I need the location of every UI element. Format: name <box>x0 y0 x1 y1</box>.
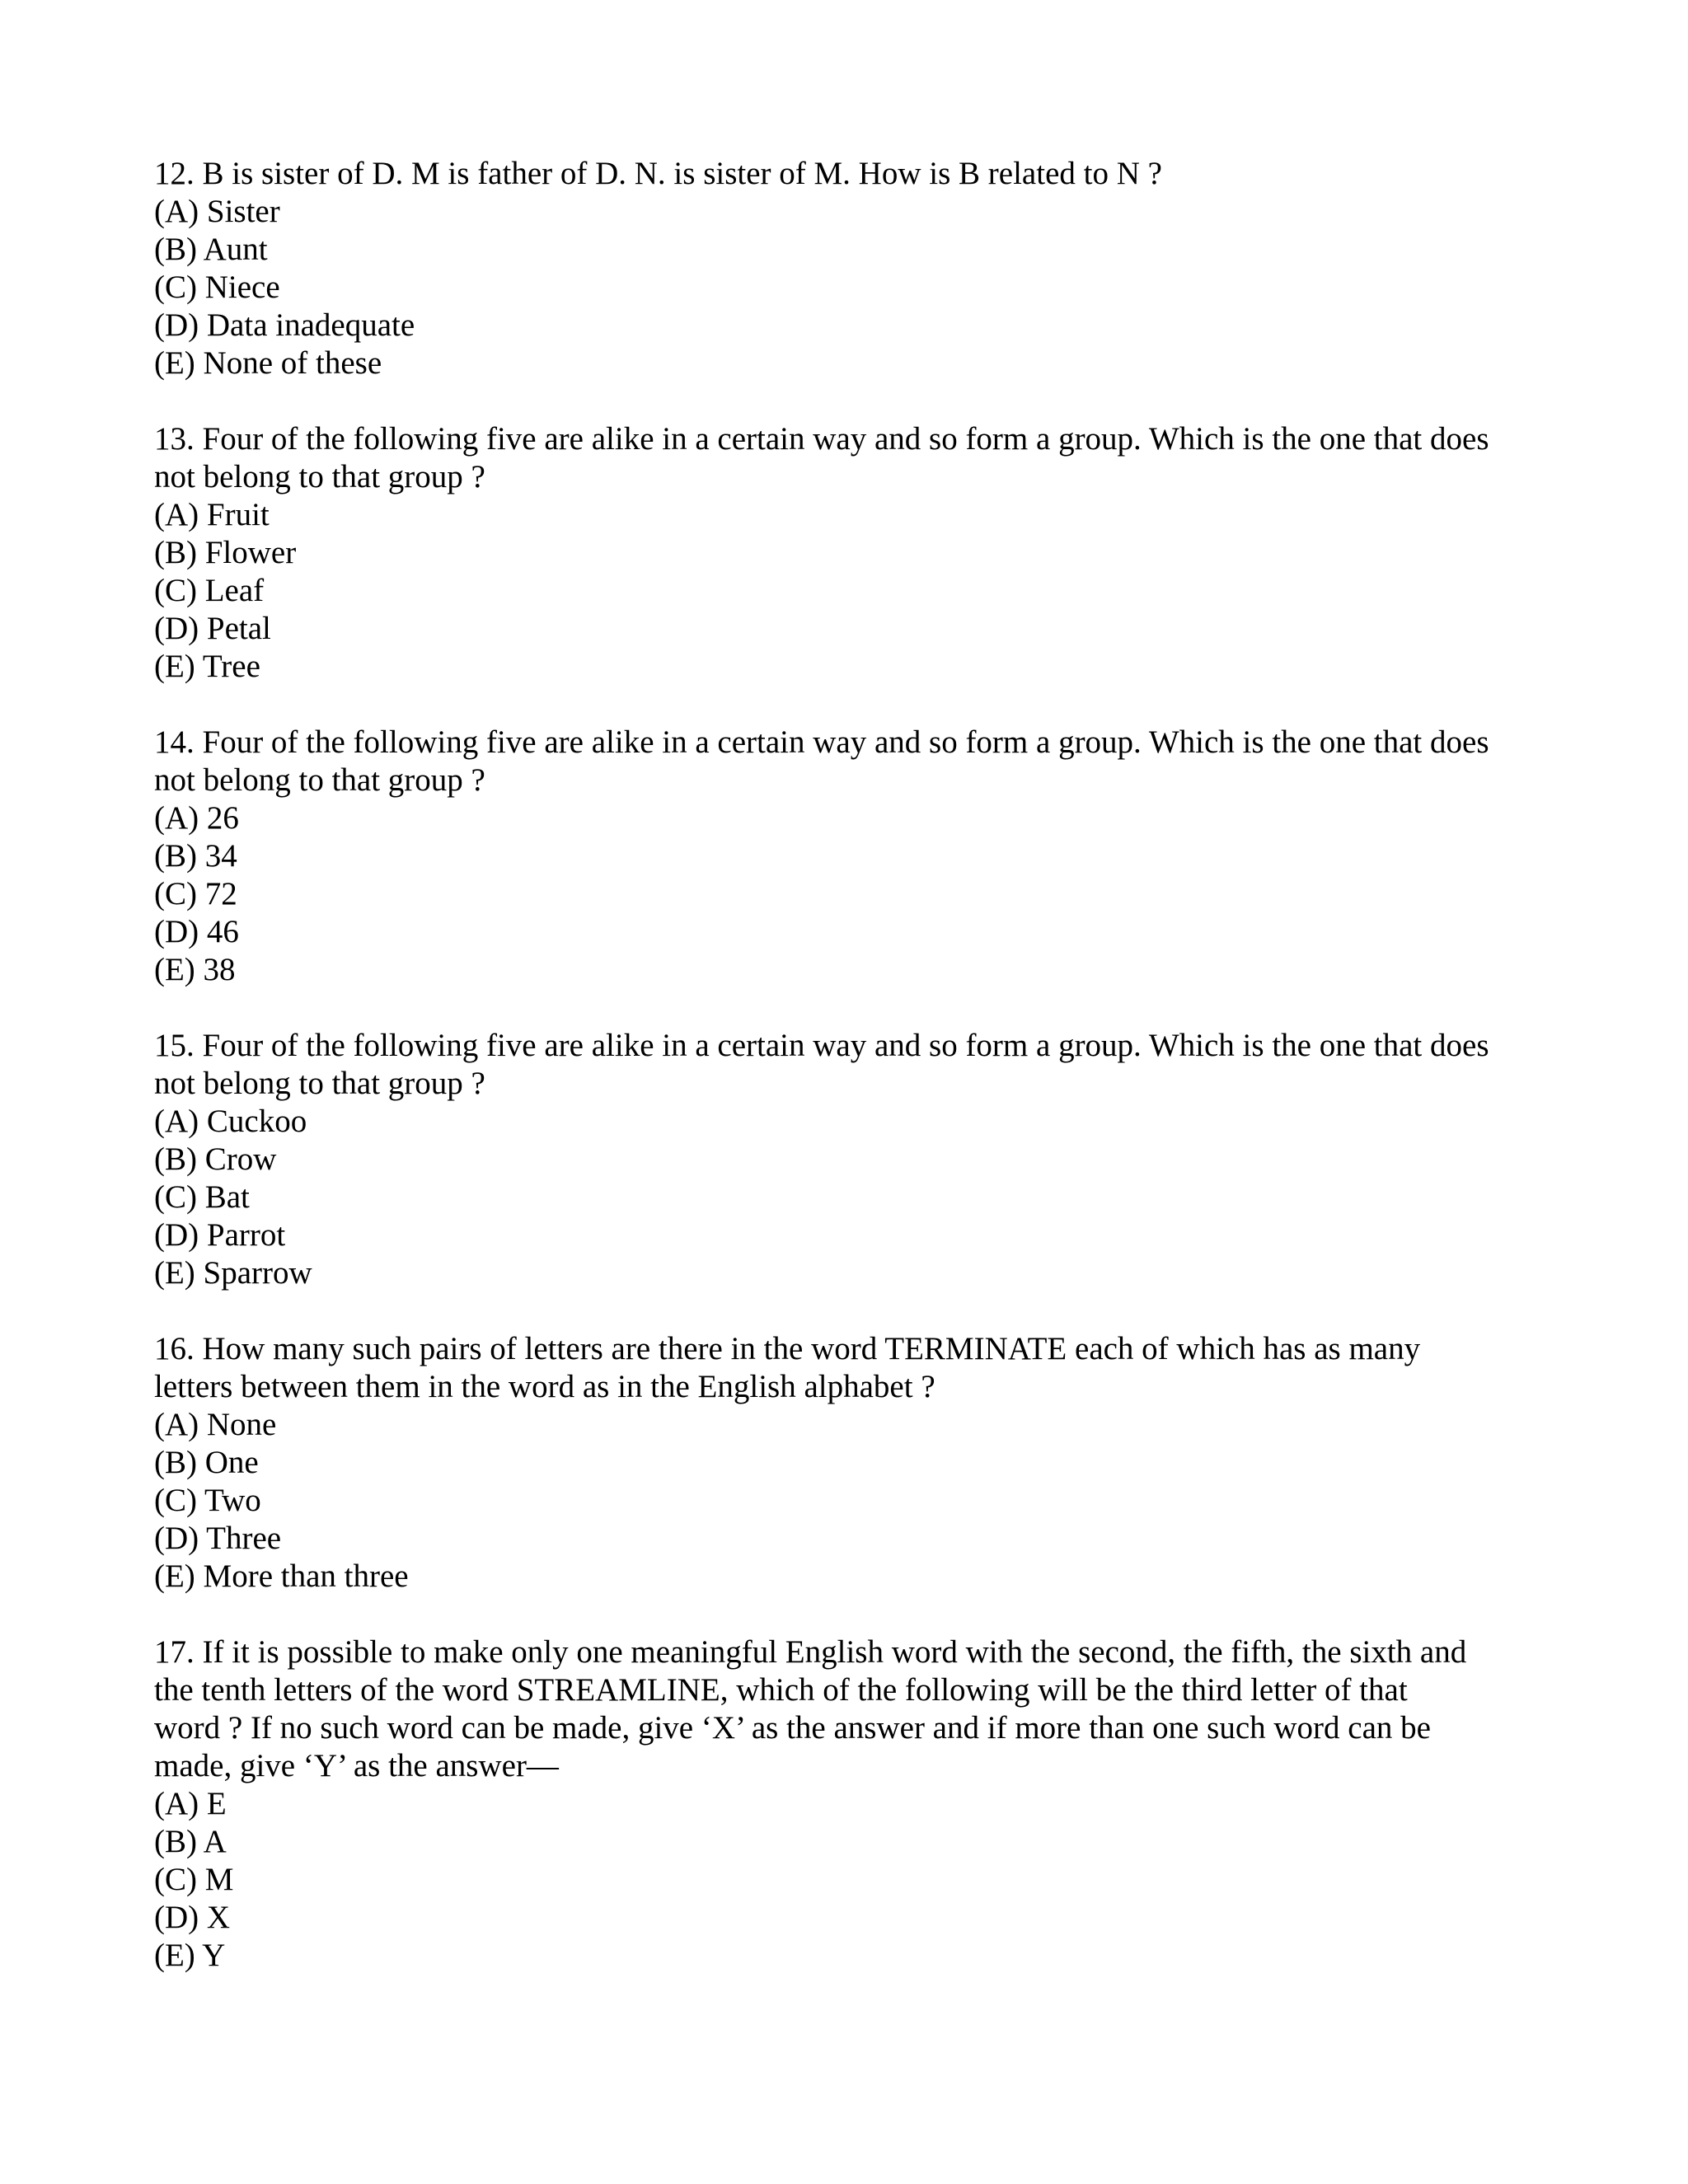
option-d: (D) Three <box>154 1521 282 1556</box>
option-e: (E) None of these <box>154 345 382 381</box>
option-d: (D) Petal <box>154 611 271 646</box>
question-text: word ? If no such word can be made, give ‘X’ as the answer and if more than one such word can be <box>154 1710 1431 1746</box>
option-a: (A) 26 <box>154 800 239 836</box>
option-a: (A) E <box>154 1786 227 1821</box>
option-b: (B) Aunt <box>154 232 268 267</box>
question-text: 12. B is sister of D. M is father of D. N. is sister of M. How is B related to N ? <box>154 156 1162 191</box>
option-e: (E) More than three <box>154 1558 409 1594</box>
question-text: 17. If it is possible to make only one meaningful English word with the second, the fifth, the sixth and <box>154 1634 1467 1670</box>
option-d: (D) Parrot <box>154 1217 286 1253</box>
question-text: 13. Four of the following five are alike in a certain way and so form a group. Which is the one that does <box>154 421 1489 457</box>
option-b: (B) Flower <box>154 535 297 570</box>
option-d: (D) X <box>154 1900 231 1935</box>
question-text: made, give ‘Y’ as the answer— <box>154 1748 559 1783</box>
document-page <box>154 155 1555 2013</box>
question-text: not belong to that group ? <box>154 1066 485 1101</box>
question-text: 14. Four of the following five are alike in a certain way and so form a group. Which is the one that does <box>154 724 1489 760</box>
option-e: (E) Tree <box>154 649 260 684</box>
option-b: (B) A <box>154 1824 227 1859</box>
question-15 <box>154 1027 1555 1292</box>
option-b: (B) 34 <box>154 838 237 874</box>
option-c: (C) Niece <box>154 269 280 305</box>
option-a: (A) None <box>154 1407 277 1442</box>
question-16 <box>154 1330 1555 1596</box>
option-b: (B) Crow <box>154 1141 277 1177</box>
option-c: (C) Bat <box>154 1179 250 1215</box>
option-c: (C) 72 <box>154 876 237 912</box>
question-text: letters between them in the word as in the English alphabet ? <box>154 1369 935 1404</box>
question-text: 15. Four of the following five are alike in a certain way and so form a group. Which is the one that does <box>154 1028 1489 1063</box>
question-12 <box>154 155 1555 382</box>
option-d: (D) 46 <box>154 914 239 949</box>
option-e: (E) 38 <box>154 952 236 987</box>
question-text: not belong to that group ? <box>154 762 485 798</box>
option-a: (A) Cuckoo <box>154 1104 307 1139</box>
option-c: (C) Two <box>154 1483 261 1518</box>
question-17 <box>154 1633 1555 1975</box>
question-13 <box>154 420 1555 686</box>
option-c: (C) Leaf <box>154 573 265 608</box>
question-text: the tenth letters of the word STREAMLINE, which of the following will be the third letter of that <box>154 1672 1408 1708</box>
option-a: (A) Sister <box>154 194 280 229</box>
option-c: (C) M <box>154 1862 234 1897</box>
question-text: 16. How many such pairs of letters are there in the word TERMINATE each of which has as many <box>154 1331 1421 1366</box>
question-text: not belong to that group ? <box>154 459 485 494</box>
option-e: (E) Sparrow <box>154 1255 312 1291</box>
option-a: (A) Fruit <box>154 497 270 532</box>
option-d: (D) Data inadequate <box>154 307 415 343</box>
question-14 <box>154 724 1555 989</box>
option-b: (B) One <box>154 1445 259 1480</box>
option-e: (E) Y <box>154 1938 226 1973</box>
